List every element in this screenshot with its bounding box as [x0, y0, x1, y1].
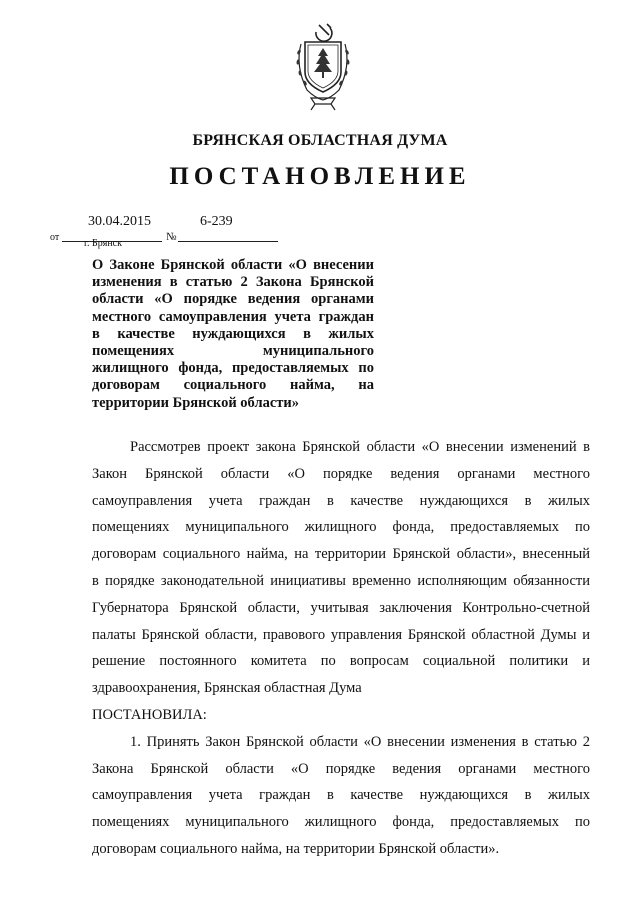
body-line: палаты Брянской области, правового управления Брянской областной Думы и: [92, 626, 590, 643]
body-line: помещениях муниципального жилищного фонда, предоставляемых по: [92, 519, 590, 536]
body-line: решение постоянного комитета по вопросам социальной политики и: [92, 653, 590, 670]
document-type-title: ПОСТАНОВЛЕНИЕ: [169, 163, 471, 190]
document-meta: [50, 214, 310, 254]
subject-line: жилищного фонда, предоставляемых по: [92, 360, 374, 377]
document-number: 6-239: [200, 214, 233, 229]
body-line: самоуправления учета граждан в качестве нуждающихся в жилых: [92, 492, 590, 509]
subject-line: области «О порядке ведения органами: [92, 291, 374, 308]
body-line: договорам социального найма, на территории Брянской области», внесенный: [92, 546, 590, 563]
subject-line: в качестве нуждающихся в жилых: [92, 325, 374, 342]
document-body: [92, 434, 590, 863]
document-subject: [92, 257, 374, 412]
body-line: Закон Брянской области «О порядке ведения органами местного: [92, 465, 590, 482]
document-city: г. Брянск: [84, 238, 122, 249]
subject-line: договорам социального найма, на: [92, 377, 374, 394]
date-prefix-label: от: [50, 232, 60, 243]
organization-name: БРЯНСКАЯ ОБЛАСТНАЯ ДУМА: [192, 132, 448, 149]
body-line: помещениях муниципального жилищного фонда, предоставляемых по: [92, 814, 590, 831]
body-line: здравоохранения, Брянская областная Дума: [92, 680, 362, 697]
document-date: 30.04.2015: [88, 214, 151, 229]
number-underline: [178, 241, 278, 242]
number-prefix-label: №: [166, 231, 177, 243]
body-line: самоуправления учета граждан в качестве нуждающихся в жилых: [92, 787, 590, 804]
body-line: Губернатора Брянской области, учитывая заключения Контрольно-счетной: [92, 599, 590, 616]
bryansk-coat-of-arms-icon: [289, 20, 357, 112]
body-line: Рассмотрев проект закона Брянской области «О внесении изменений в: [130, 439, 590, 455]
subject-line: изменения в статью 2 Закона Брянской: [92, 274, 374, 291]
body-line: в порядке законодательной инициативы временно исполняющим обязанности: [92, 572, 590, 589]
subject-line: О Законе Брянской области «О внесении: [92, 257, 374, 273]
body-line: 1. Принять Закон Брянской области «О внесении изменения в статью 2: [130, 733, 590, 750]
body-line: Закона Брянской области «О порядке ведения органами местного: [92, 760, 590, 777]
body-line: договорам социального найма, на территории Брянской области».: [92, 840, 500, 857]
subject-line: помещениях муниципального: [92, 342, 374, 359]
subject-line: территории Брянской области»: [92, 394, 299, 411]
subject-line: местного самоуправления учета граждан: [92, 308, 374, 325]
resolved-label: ПОСТАНОВИЛА:: [92, 706, 207, 723]
